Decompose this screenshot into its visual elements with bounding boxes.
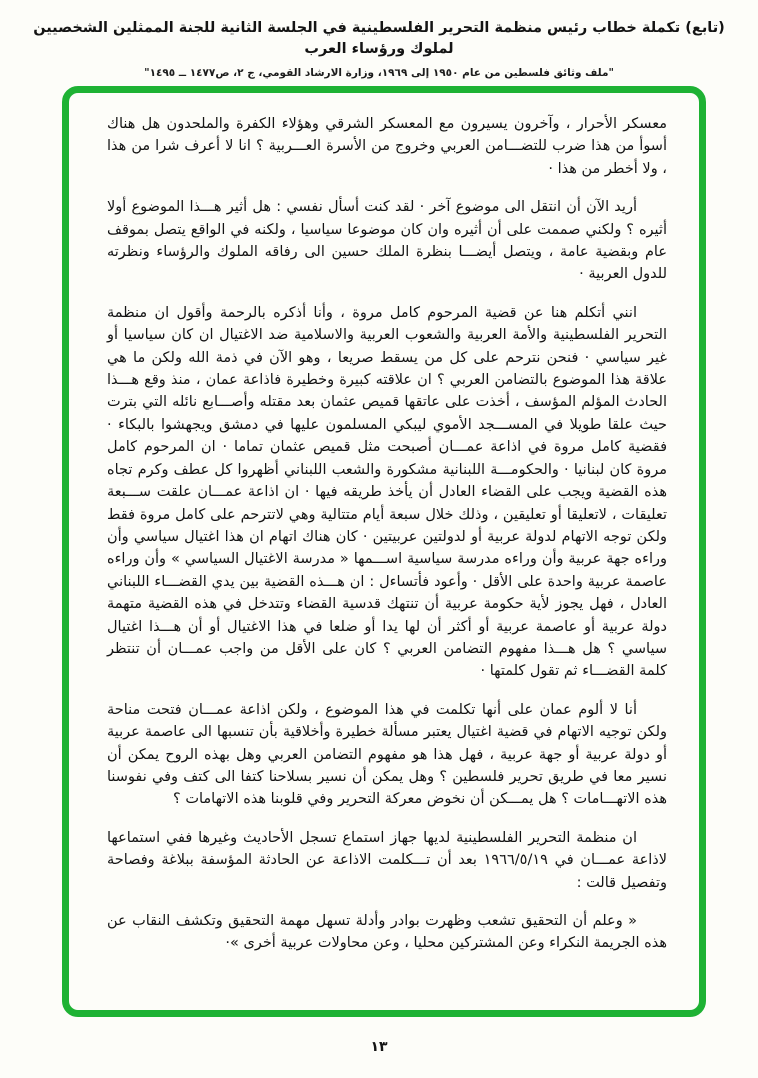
- body-paragraph-4: أنا لا ألوم عمان على أنها تكلمت في هذا الموضوع ، ولكن اذاعة عمـــان فتحت مناحة ولكن توجيه الاتهام في قضية اغتيال يعتبر مسألة خطيرة وأخلاقية بأن تنسبها الى عاصمة عربية أو دولة عربية أو جهة عربية ، فهل هذا هو مفهوم التضامن العربي وهل بهذه الروح يمكن أن نسير معا في طريق تحرير فلسطين ؟ وهل يمكن أن نسير بسلاحنا كتفا الى كتف وفي نفوسنا هذه الاتهـــامات ؟ هل يمـــكن أن نخوض معركة التحرير وفي قلوبنا هذه الاتهامات ؟: [107, 701, 667, 808]
- document-footer: [0, 1036, 758, 1055]
- source-citation: "ملف وثائق فلسطين من عام ١٩٥٠ إلى ١٩٦٩، وزارة الارشاد القومي، ج ٢، ص١٤٧٧ ــ ١٤٩٥": [144, 67, 614, 80]
- green-border-frame: [62, 86, 706, 1017]
- document-header: [0, 18, 758, 79]
- page-number: ١٣: [370, 1039, 388, 1055]
- body-paragraph-1: معسكر الأحرار ، وآخرون يسيرون مع المعسكر الشرقي وهؤلاء الكفرة والملحدون هل هناك أسوأ من هذا ضرب للتضـــامن العربي وخروج من الأسرة العـــربية ؟ انا لا أعرف شرا من هذا ، ولا أخطر من هذا ·: [107, 116, 667, 177]
- body-paragraph-3: انني أتكلم هنا عن قضية المرحوم كامل مروة ، وأنا أذكره بالرحمة وأقول ان منظمة التحرير الفلسطينية والأمة العربية والشعوب العربية والاسلامية ضد الاغتيال ان كان سياسيا أو غير سياسي · فنحن نترحم على كل من يسقط صريعا ، وهو الآن في ذمة الله ولكن ما هي علاقة هذا الموضوع بالتضامن العربي ؟ ان علاقته كبيرة وخطيرة فاذاعة عمان ، منذ وقع هـــذا الحادث المؤلم المؤسف ، أخذت على عاتقها قميص عثمان بعد مقتله وأصـــابع نائله التي بترت حيث علقا طويلا في المســـجد الأموي ليبكي المسلمون عليها في دمشق ويجهشوا بالبكاء · فقضية كامل مروة في اذاعة عمـــان أصبحت مثل قميص عثمان تماما · ان المرحوم كامل مروة كان لبنانيا · والحكومـــة اللبنانية مشكورة والشعب اللبناني أظهروا كل عطف وكرم تجاه هذه القضية ويجب على القضاء العادل أن يأخذ طريقه فيها · ان اذاعة عمـــان علقت ســـبعة تعليقات ، لاتعليقا أو تعليقين ، وذلك خلال سبعة أيام متتالية وهي لاتترحم على كامل مروة فقط ولكن توجه الاتهام لدولة عربية أو لدولتين عربيتين · كان هناك اتهام ان هذا اغتيال سياسي وأن وراءه جهة عربية وأن وراءه مدرسة سياسية اســـمها « مدرسة الاغتيال السياسي » وأن وراءه عاصمة عربية واحدة على الأقل · وأعود فأتساءل : ان هـــذه القضية بين يدي القضـــاء اللبناني العادل ، فهل يجوز لأية حكومة عربية أن تنتهك قدسية القضاء وتتدخل في هذه القضية متهمة دولة عربية أو عاصمة عربية أو أكثر أن لها يدا أو ضلعا في هذا الاغتيال أو أن هـــذا اغتيال سياسي ؟ هل هـــذا مفهوم التضامن العربي ؟ كان على الأقل من واجب عمـــان أن تنتظر كلمة القضـــاء ثم تقول كلمتها ·: [107, 304, 667, 680]
- page-title: (تابع) تكملة خطاب رئيس منظمة التحرير الفلسطينية في الجلسة الثانية للجنة الممثلين الشخصيين لملوك ورؤساء العرب: [33, 20, 725, 58]
- body-paragraph-5: ان منظمة التحرير الفلسطينية لديها جهاز استماع تسجل الأحاديث وغيرها ففي استماعها لاذاعة عمـــان في ١٩٦٦/٥/١٩ بعد أن تـــكلمت الاذاعة عن الحادثة المؤسفة ببلاغة وفصاحة وتفصيل قالت :: [107, 829, 667, 891]
- body-paragraph-6: « وعلم أن التحقيق تشعب وظهرت بوادر وأدلة تسهل مهمة التحقيق وتكشف النقاب عن هذه الجريمة النكراء وعن المشتركين محليا ، وعن محاولات عربية أخرى »·: [107, 913, 667, 952]
- body-paragraph-2: أريد الآن أن انتقل الى موضوع آخر · لقد كنت أسأل نفسي : هل أثير هـــذا الموضوع أولا أثيره ؟ ولكني صممت على أن أثيره وان كان موضوعا سياسيا ، ولكنه في الواقع يتصل بموقف عام وبقضية عامة ، ويتصل أيضـــا بنظرة الملك حسين الى رفاقه الملوك والرؤساء ونظرته للدول العربية ·: [107, 199, 667, 283]
